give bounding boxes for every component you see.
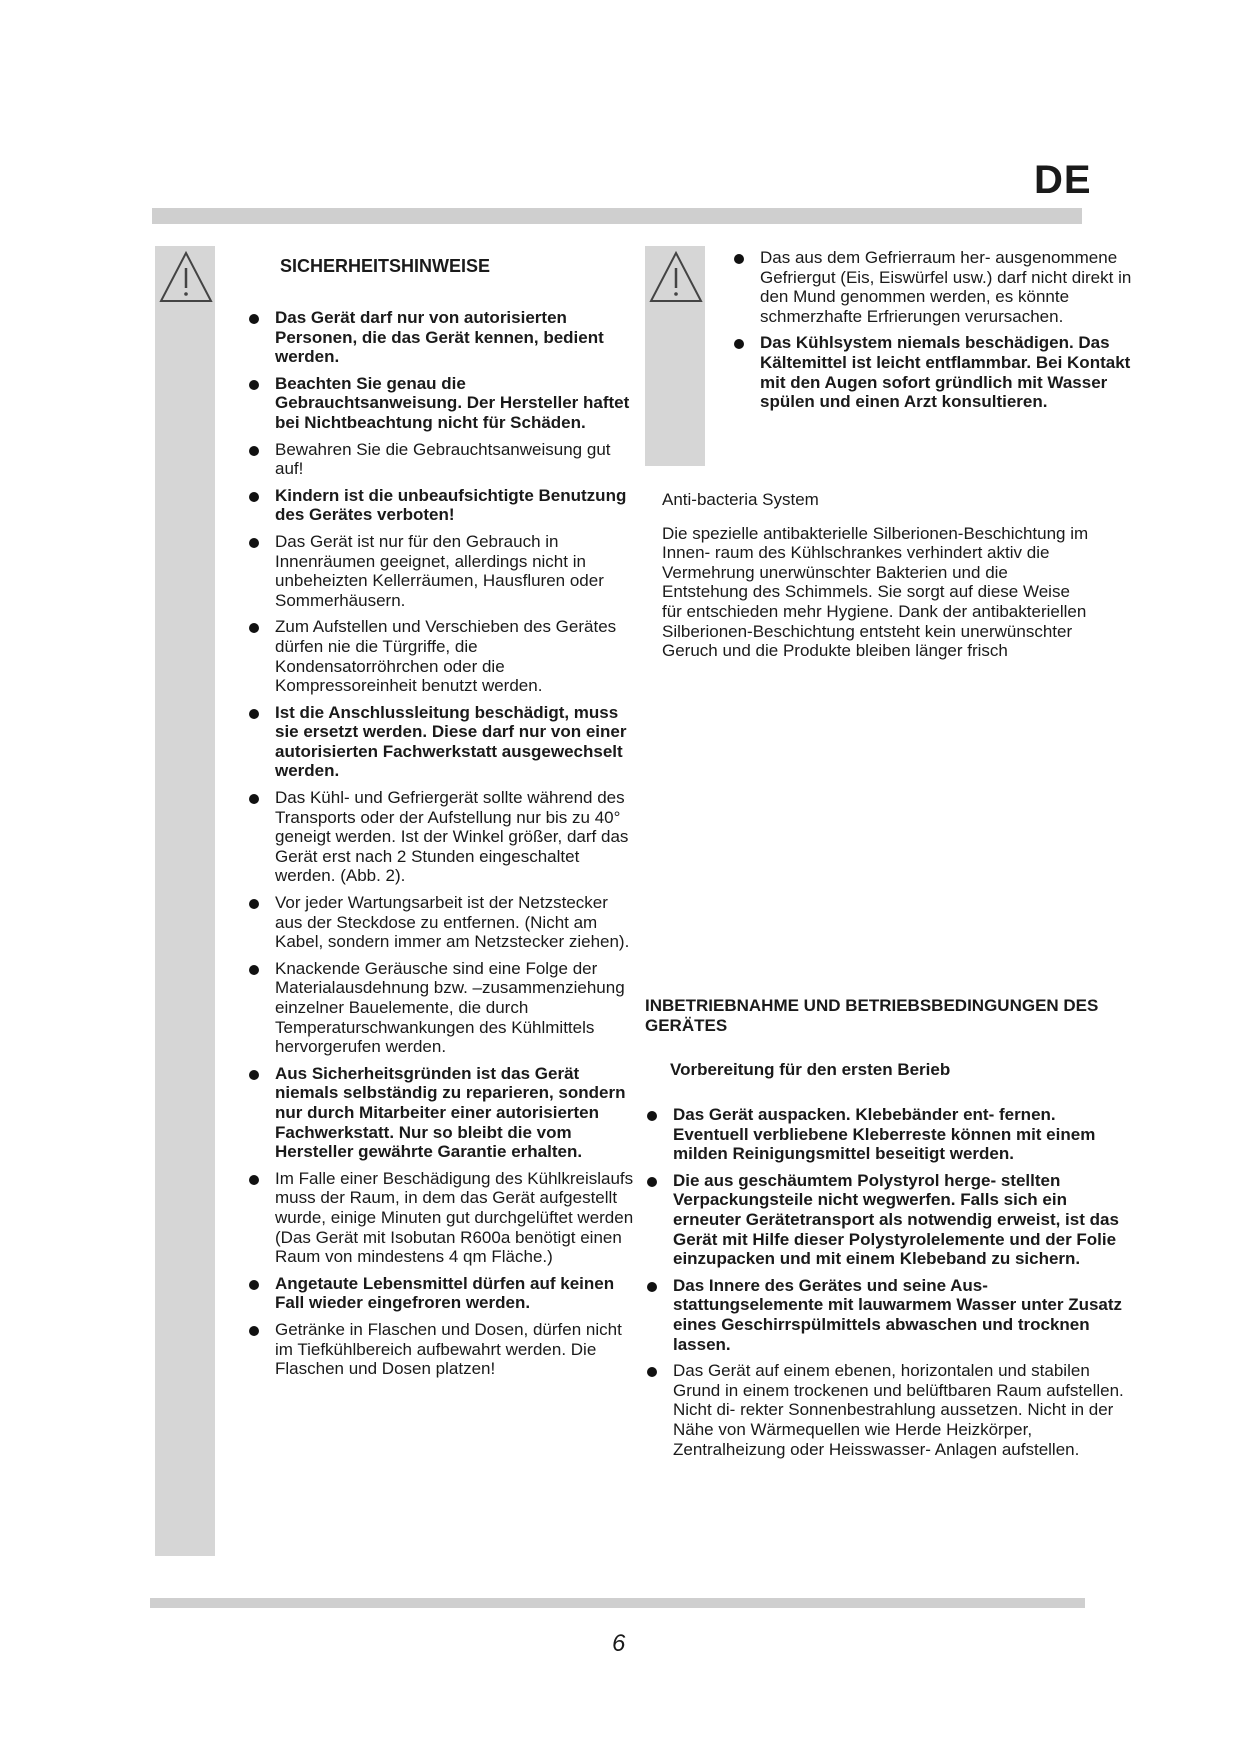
list-item-text: Vor jeder Wartungsarbeit ist der Netzstecker aus der Steckdose zu entfernen. (Nicht am Kabel, sondern immer am Netzstecker ziehen). <box>275 893 630 952</box>
left-sidebar-strip <box>155 246 215 1556</box>
bullet-icon <box>249 623 259 633</box>
bullet-icon <box>249 314 259 324</box>
commissioning-subtitle: Vorbereitung für den ersten Berieb <box>670 1060 951 1079</box>
list-item <box>760 248 1135 326</box>
list-item-text: Im Falle einer Beschädigung des Kühlkreislaufs muss der Raum, in dem das Gerät aufgestellt wurde, einige Minuten gut durchgelüftet werden (Das Gerät mit Isobutan R600a benötigt einen Raum von mindestens 4 qm Fläche.) <box>275 1168 634 1267</box>
bullet-icon <box>249 794 259 804</box>
bullet-icon <box>249 380 259 390</box>
left-column <box>275 308 635 1386</box>
bullet-icon <box>249 538 259 548</box>
list-item-text: Das Innere des Gerätes und seine Aus- stattungselemente mit lauwarmem Wasser unter Zusatz eines Geschirrspülmittels abwaschen und trocknen lassen. <box>673 1275 1123 1354</box>
list-item <box>275 486 635 525</box>
list-item <box>275 1064 635 1162</box>
list-item-text: Das Gerät auf einem ebenen, horizontalen und stabilen Grund in einem trockenen und belüftbaren Raum aufstellen. Nicht di- rekter Sonnenbestrahlung aussetzen. Nicht in der Nähe von Wärmequellen wie Herde Heizkörper, Zentralheizung oder Heisswasser- Anlagen aufstellen. <box>673 1361 1124 1459</box>
list-item <box>673 1105 1133 1164</box>
bullet-icon <box>249 965 259 975</box>
list-item <box>275 617 635 695</box>
list-item-text: Beachten Sie genau die Gebrauchtsanweisung. Der Hersteller haftet bei Nichtbeachtung nicht für Schäden. <box>275 373 630 432</box>
bullet-icon <box>249 709 259 719</box>
bullet-icon <box>249 899 259 909</box>
bullet-icon <box>249 446 259 456</box>
bullet-icon <box>249 492 259 502</box>
list-item <box>673 1361 1133 1459</box>
antibacteria-title: Anti-bacteria System <box>662 490 819 509</box>
bullet-icon <box>647 1367 657 1377</box>
list-item-text: Ist die Anschlussleitung beschädigt, muss sie ersetzt werden. Diese darf nur von einer autorisierten Fachwerkstatt ausgewechselt werden. <box>275 702 627 781</box>
bullet-icon <box>249 1175 259 1185</box>
list-item-text: Das Gerät auspacken. Klebebänder ent- fernen. Eventuell verbliebene Kleberreste können mit einem milden Reinigungsmittel beseitigt werden. <box>673 1105 1096 1164</box>
bullet-icon <box>249 1070 259 1080</box>
top-rule <box>152 208 1082 224</box>
bullet-icon <box>249 1326 259 1336</box>
antibacteria-text: Die spezielle antibakterielle Silberionen-Beschichtung im Innen- raum des Kühlschrankes verhindert aktiv die Vermehrung unerwünschter Bakterien und die Entstehung des Schimmels. Sie sorgt auf diese Weise für entschieden mehr Hygiene. Dank der antibakteriellen Silberionen-Beschichtung entsteht kein unerwünschter Geruch und die Produkte bleiben länger frisch <box>662 523 1089 661</box>
antibacteria-section <box>662 490 1092 661</box>
list-item-text: Knackende Geräusche sind eine Folge der Materialausdehnung bzw. –zusammenziehung einzelner Bauelemente, die durch Temperaturschwankungen des Kühlmittels hervorgerufen werden. <box>275 958 625 1057</box>
list-item <box>275 1274 635 1313</box>
list-item-text: Das Kühlsystem niemals beschädigen. Das Kältemittel ist leicht entflammbar. Bei Kontakt mit den Augen sofort gründlich mit Wasser spülen und einen Arzt konsultieren. <box>760 333 1131 412</box>
bullet-icon <box>734 254 744 264</box>
safety-title: SICHERHEITSHINWEISE <box>280 256 491 276</box>
bullet-icon <box>647 1282 657 1292</box>
commissioning-title: INBETRIEBNAHME UND BETRIEBSBEDINGUNGEN DES GERÄTES <box>645 996 1099 1035</box>
list-item-text: Getränke in Flaschen und Dosen, dürfen nicht im Tiefkühlbereich aufbewahrt werden. Die Flaschen und Dosen platzen! <box>275 1319 622 1379</box>
list-item <box>275 703 635 781</box>
list-item <box>275 1320 635 1379</box>
list-item <box>275 532 635 610</box>
list-item <box>275 374 635 433</box>
bullet-icon <box>249 1280 259 1290</box>
list-item-text: Die aus geschäumtem Polystyrol herge- stellten Verpackungsteile nicht wegwerfen. Falls sich ein erneuter Gerätetransport als notwendig erweist, ist das Gerät mit Hilfe dieser Polystyrolelemente und der Folie einzupacken und mit einem Klebeband zu sichern. <box>673 1170 1119 1269</box>
list-item-text: Das Gerät ist nur für den Gebrauch in Innenräumen geeignet, allerdings nicht in unbeheizten Kellerräumen, Hausfluren oder Sommerhäusern. <box>275 531 604 610</box>
bottom-rule <box>150 1598 1085 1608</box>
list-item-text: Kindern ist die unbeaufsichtigte Benutzung des Gerätes verboten! <box>275 485 627 525</box>
list-item-text: Angetaute Lebensmittel dürfen auf keinen Fall wieder eingefroren werden. <box>275 1273 615 1313</box>
bullet-icon <box>647 1177 657 1187</box>
list-item <box>275 788 635 886</box>
list-item-text: Bewahren Sie die Gebrauchtsanweisung gut auf! <box>275 439 611 479</box>
list-item <box>275 959 635 1057</box>
list-item <box>673 1276 1133 1354</box>
list-item <box>275 440 635 479</box>
list-item-text: Das Kühl- und Gefriergerät sollte während des Transports oder der Aufstellung nur bis zu 40° geneigt werden. Ist der Winkel größer, darf das Gerät erst nach 2 Stunden eingeschaltet werden. (Abb. 2). <box>275 788 629 886</box>
list-item <box>275 893 635 952</box>
list-item-text: Das aus dem Gefrierraum her- ausgenommene Gefriergut (Eis, Eiswürfel usw.) darf nicht direkt in den Mund genommen werden, es könnte schmerzhafte Erfrierungen verursachen. <box>760 248 1132 326</box>
commissioning-list <box>673 1105 1133 1466</box>
warning-triangle-icon <box>648 250 704 304</box>
right-warning-list <box>760 248 1135 419</box>
bullet-icon <box>647 1111 657 1121</box>
bullet-icon <box>734 339 744 349</box>
list-item-text: Aus Sicherheitsgründen ist das Gerät niemals selbständig zu reparieren, sondern nur durch Mitarbeiter einer autorisierten Fachwerkstatt. Nur so bleibt die vom Hersteller gewährte Garantie erhalten. <box>275 1063 626 1162</box>
list-item <box>673 1171 1133 1269</box>
list-item <box>760 333 1135 411</box>
list-item <box>275 308 635 367</box>
language-code: DE <box>1034 158 1092 202</box>
list-item <box>275 1169 635 1267</box>
page-number: 6 <box>612 1630 626 1657</box>
list-item-text: Zum Aufstellen und Verschieben des Gerätes dürfen nie die Türgriffe, die Kondensatorröhrchen oder die Kompressoreinheit benutzt werden. <box>275 617 617 696</box>
warning-triangle-icon <box>158 250 214 304</box>
list-item-text: Das Gerät darf nur von autorisierten Personen, die das Gerät kennen, bedient werden. <box>275 308 604 367</box>
